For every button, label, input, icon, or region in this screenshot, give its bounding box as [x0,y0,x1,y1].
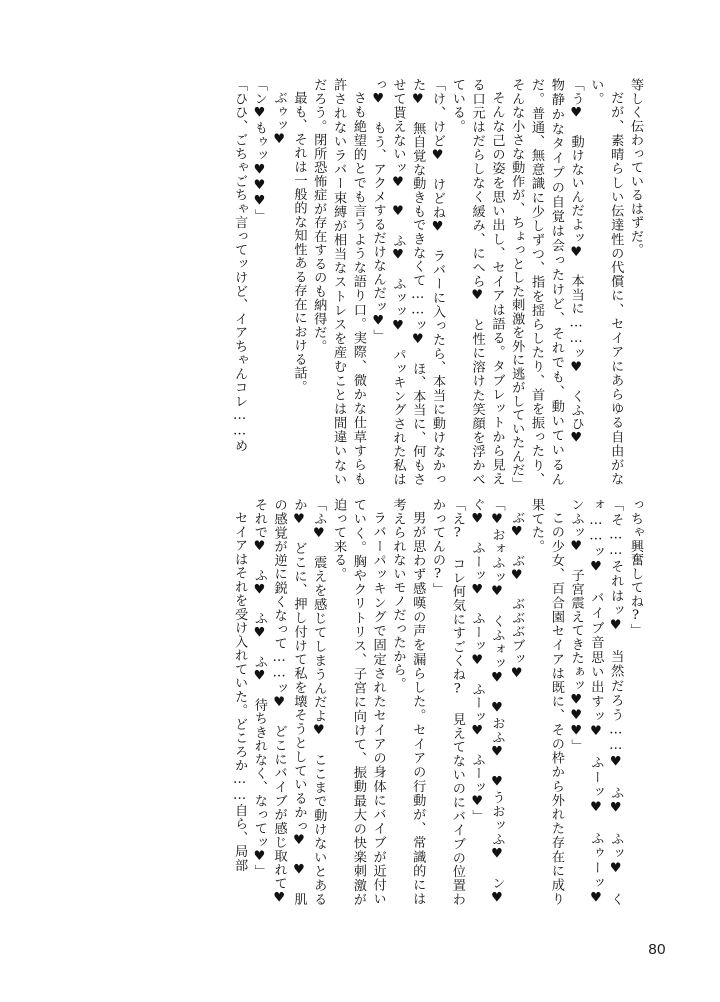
paragraph: っちゃ興奮してね?」 [628,498,643,638]
paragraph: 物静かなタイプの自覚は会ったけど、それでも、動いているんだ。普通、無意識に少しずつ、指を揺らしたり、首を振ったり、そんな小さな動作が、ちょっとした刺激を外に逃がしていたんだ」 [509,78,564,491]
paragraph: 「ふ♥ 震えを感じてしまうんだよ♥ ここまで動けないとあるか♥ どこに、押し付けて私を壊そうとしているかっ♥ ♥ 肌の感覚が逆に鋭くなって……ッ♥ どこにバイブが感じ取れて♥ それで♥ ふ♥ ふ♥ ふ♥ 待ちきれなく、なってッ♥」 [251,498,327,920]
paragraph: ラバーパッキングで固定されたセイアの身体にバイブが近付いていく。胸やクリトリス、子宮に向けて、振動最大の快楽刺激が迫って来る。 [331,498,386,906]
paragraph: 「う♥ 動けないんだよッ♥ 本当に……ッ♥ くふひ♥ [568,78,584,447]
paragraph: だが、素晴らしい伝達性の代償に、セイアにあらゆる自由がない。 [588,78,624,486]
paragraph: 「そ……それはッ♥ 当然だろう……♥ ふ♥ ふッ♥ くォ……ッ♥ バイブ音思い出すッ♥ ふーッ♥ ふゥーッ♥ ンふッ♥ 子宮震えてきたぁッ♥♥♥」 [568,498,624,920]
paragraph: ぶ♥ ぶ♥ ぶぶぶブッ♥ [509,511,525,682]
paragraph: 「け、けど♥ けどね♥ ラバーに入ったら、本当に動けなかった♥ 無自覚な動きもできなくて……ッ♥ ほ、本当に、何もさせて貰えないッ♥ ♥ ふ♥ ふッッ♥ パッキングされた私はっ♥ もう、アクメするだけなんだッ♥」 [370,78,446,486]
paragraph: さも絶望的とでも言うような語り口。実際、微かな仕草すらも許されないラバー束縛が相当なストレスを産むことは間違いないだろう。閉所恐怖症が存在するのも納得だ。 [311,78,366,486]
paragraph: セイアはそれを受け入れていた。どころか……自ら、局部 [232,511,248,873]
paragraph: 等しく伝わっているはずだ。 [628,78,643,257]
paragraph: 男が思わず感嘆の声を漏らした。セイアの行動が、常識的には考えられないモノだったから。 [390,498,426,906]
paragraph: 最も、それは一般的な知性ある存在における話。 [291,91,307,394]
text-block-upper [85,78,645,491]
text-block-lower [85,498,645,920]
paragraph: 「ン♥もゥッ♥♥♥」 [251,78,267,223]
paragraph: そんな己の姿を思い出し、セイアは語る。タブレットから見える口元はだらしなく緩み、にへら♥ と性に溶けた笑顔を浮かべている。 [449,78,505,486]
paragraph: 「♥おォふッ♥ くふォッ♥ ♥おふ♥ ♥うおッふ♥ ン♥ ぐ♥ ふーッ♥ ふーッ♥ ふーッ♥ ふーッ♥」 [469,498,505,920]
paragraph: この少女、百合園セイアは既に、その枠から外れた存在に成り果てた。 [529,498,564,906]
paragraph: ぶゥッ♥ [271,91,287,148]
paragraph: 「ひひ、ごちゃごちゃ言ってッけど、イアちゃんコレ……め [232,78,248,453]
paragraph: 「え? コレ何気にすごくね? 見えてないのにバイブの位置わかってんの?」 [430,498,465,906]
page-number: 80 [648,941,666,958]
